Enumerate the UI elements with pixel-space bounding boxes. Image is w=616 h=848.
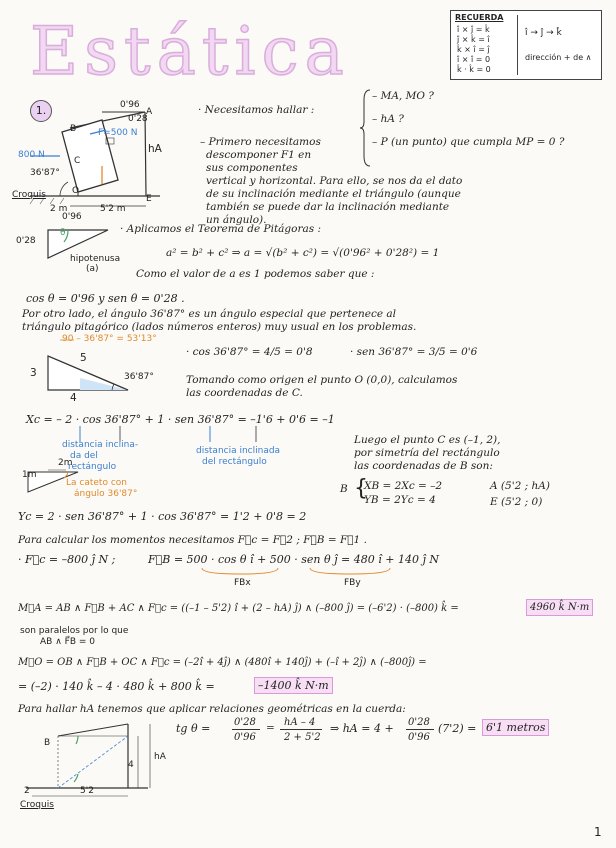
- reminder-row: î × î = 0: [457, 55, 491, 64]
- mo-line-2: = (–2) · 140 k̂ – 4 · 480 k̂ + 800 k̂ =: [18, 680, 215, 693]
- para1-line: un ángulo).: [206, 214, 267, 226]
- annotation-mid: del rectángulo: [202, 457, 267, 467]
- fby-label: FBy: [344, 578, 361, 588]
- tan-frac-den: 0'96: [234, 732, 256, 743]
- reminder-row: î × ĵ = k̂: [457, 25, 490, 34]
- needs-item: – hA ?: [372, 113, 404, 125]
- annotation-left: rectángulo: [68, 462, 117, 472]
- mo-result: –1400 k̂ N·m: [254, 677, 333, 694]
- forces-lead: Para calcular los momentos necesitamos F⃗c = F⃗2 ; F⃗B = F⃗1 .: [18, 534, 367, 546]
- hypotenuse-var: (a): [86, 264, 99, 274]
- theta-symbol: θ: [60, 228, 66, 238]
- b-y: YB = 2Yc = 4: [364, 494, 436, 506]
- reminder-cycle: î → ĵ → k̂: [525, 28, 562, 38]
- c-result-line: por simetría del rectángulo: [354, 447, 500, 459]
- pythagoras-conclusion: Como el valor de a es 1 podemos saber que :: [136, 268, 375, 280]
- tan-tail: (7'2) =: [438, 722, 477, 735]
- fb-equation: F⃗B = 500 · cos θ î + 500 · sen θ ĵ = 480 î + 140 ĵ N: [148, 553, 439, 566]
- small-triangle-top: 0'96: [62, 212, 82, 222]
- diagram-force-800: 800 N: [18, 150, 45, 160]
- para1-line: descomponer F1 en: [206, 149, 312, 161]
- ma-equation: M⃗A = AB ∧ F⃗B + AC ∧ F⃗c = ((–1 – 5'2) î + (2 – hA) ĵ) ∧ (–800 ĵ) = (–6'2) · (–800) k̂ =: [18, 603, 459, 614]
- triangle-side: 3: [30, 367, 37, 379]
- c-result-line: Luego el punto C es (–1, 2),: [354, 434, 501, 446]
- tan-frac2-den: 2 + 5'2: [284, 732, 321, 743]
- ha-result: 6'1 metros: [482, 719, 549, 736]
- sketch-caption: Croquis: [20, 800, 54, 810]
- c-result-line: las coordenadas de B son:: [354, 460, 493, 472]
- diagram-base-length: 5'2 m: [100, 204, 126, 214]
- fbx-label: FBx: [234, 578, 251, 588]
- origin-line: las coordenadas de C.: [186, 387, 303, 399]
- diagram-left-length: 2 m: [50, 204, 68, 214]
- tan-frac2-num: hA – 4: [284, 717, 316, 728]
- ha-sketch: [18, 722, 178, 812]
- brace-icon: [360, 88, 372, 168]
- triangle-base: 4: [70, 392, 77, 404]
- para1-line: – Primero necesitamos: [200, 136, 321, 148]
- component-brackets: [200, 566, 420, 578]
- sketch-label-2: 2m: [58, 458, 73, 468]
- diagram-angle: 36'87°: [30, 168, 60, 178]
- diagram-label-A: A: [146, 107, 153, 117]
- page-title: Estática: [30, 13, 350, 90]
- sketch-left: 2: [24, 786, 30, 796]
- problem-number: 1.: [30, 100, 52, 122]
- xc-equation: Xc = – 2 · cos 36'87° + 1 · sen 36'87° = –1'6 + 0'6 = –1: [26, 413, 335, 426]
- reminder-box: [450, 10, 602, 80]
- sketch-hA: hA: [154, 752, 166, 762]
- ma-result: 4960 k̂ N·m: [526, 599, 593, 616]
- annotation-left: da del: [70, 451, 98, 461]
- sketch-note: La cateto con: [66, 478, 127, 488]
- annotation-left: distancia inclina-: [62, 440, 139, 450]
- para1-line: sus componentes: [206, 162, 298, 174]
- para1-line: de su inclinación mediante el triángulo (aunque: [206, 188, 461, 200]
- diagram-label-C: C: [74, 156, 81, 166]
- diagram-label-E: E: [146, 194, 152, 204]
- diagram-top-length: 0'96: [120, 100, 140, 110]
- reminder-direction: dirección + de ∧: [525, 53, 592, 62]
- b-x: XB = 2Xc = –2: [364, 480, 443, 492]
- parallel-note: AB ∧ F⃗B = 0: [40, 637, 95, 647]
- tan-frac3-den: 0'96: [408, 732, 430, 743]
- para2-line: Por otro lado, el ángulo 36'87° es un ángulo especial que pertenece al: [22, 308, 397, 320]
- sen-equation: · sen 36'87° = 3/5 = 0'6: [350, 346, 478, 358]
- small-triangle-side: 0'28: [16, 236, 36, 246]
- reminder-row: k̂ · k̂ = 0: [457, 65, 491, 74]
- diagram-ground-label: Croquis: [12, 190, 46, 200]
- tan-frac3-num: 0'28: [408, 717, 430, 728]
- complement-angle-note: 90 – 36'87° = 53'13°: [62, 334, 157, 344]
- para1-line: vertical y horizontal. Para ello, se nos da el dato: [206, 175, 463, 187]
- para1-line: también se puede dar la inclinación mediante: [206, 201, 450, 213]
- para2-line: triángulo pitagórico (lados números enteros) muy usual en los problemas.: [22, 321, 417, 333]
- ha-lead: Para hallar hA tenemos que aplicar relaciones geométricas en la cuerda:: [18, 703, 406, 715]
- origin-line: Tomando como origen el punto O (0,0), calculamos: [186, 374, 458, 386]
- b-label: B: [340, 483, 348, 495]
- annotation-mid: distancia inclinada: [196, 446, 281, 456]
- sketch-note: ángulo 36'87°: [74, 489, 138, 499]
- reminder-heading: RECUERDA: [455, 13, 504, 22]
- reminder-row: k̂ × î = ĵ: [457, 45, 490, 54]
- triangle-angle: 36'87°: [124, 372, 154, 382]
- tan-left: tg θ =: [176, 722, 211, 735]
- sketch-base: 5'2: [80, 786, 94, 796]
- diagram-label-O: O: [72, 186, 80, 196]
- cos-equation: · cos 36'87° = 4/5 = 0'8: [186, 346, 313, 358]
- sketch-B: B: [44, 738, 51, 748]
- point-E: E (5'2 ; 0): [490, 496, 543, 508]
- tan-arrow: ⇒ hA = 4 +: [330, 722, 394, 735]
- pythagoras-lead: · Aplicamos el Teorema de Pitágoras :: [120, 223, 322, 235]
- page-number: 1: [594, 825, 602, 839]
- mo-equation: M⃗O = OB ∧ F⃗B + OC ∧ F⃗c = (–2î + 4ĵ) ∧ (480î + 140ĵ) + (–î + 2ĵ) ∧ (–800ĵ) =: [18, 657, 427, 668]
- sketch-label-1: 1m: [22, 470, 37, 480]
- fc-equation: · F⃗c = –800 ĵ N ;: [18, 553, 116, 566]
- diagram-hA: hA: [148, 143, 162, 155]
- triangle-hypotenuse: 5: [80, 352, 87, 364]
- tan-frac-num: 0'28: [234, 717, 256, 728]
- reminder-row: ĵ × k̂ = î: [457, 35, 490, 44]
- yc-equation: Yc = 2 · sen 36'87° + 1 · cos 36'87° = 1'2 + 0'8 = 2: [18, 510, 307, 523]
- needs-item: – P (un punto) que cumpla MP = 0 ?: [372, 136, 565, 148]
- diagram-force-500: F=500 N: [98, 128, 138, 138]
- hypotenuse-label: hipotenusa: [70, 254, 121, 264]
- needs-lead: · Necesitamos hallar :: [198, 104, 315, 116]
- trig-values: cos θ = 0'96 y sen θ = 0'28 .: [26, 292, 185, 305]
- point-A: A (5'2 ; hA): [490, 480, 550, 492]
- diagram-label-B: B: [70, 124, 77, 134]
- diagram-side-length: 0'28: [128, 114, 148, 124]
- pythagoras-equation: a² = b² + c² ⇒ a = √(b² + c²) = √(0'96² + 0'28²) = 1: [166, 247, 440, 259]
- sketch-four: 4: [128, 760, 134, 770]
- parallel-note: son paralelos por lo que: [20, 626, 129, 636]
- needs-item: – MA, MO ?: [372, 90, 434, 102]
